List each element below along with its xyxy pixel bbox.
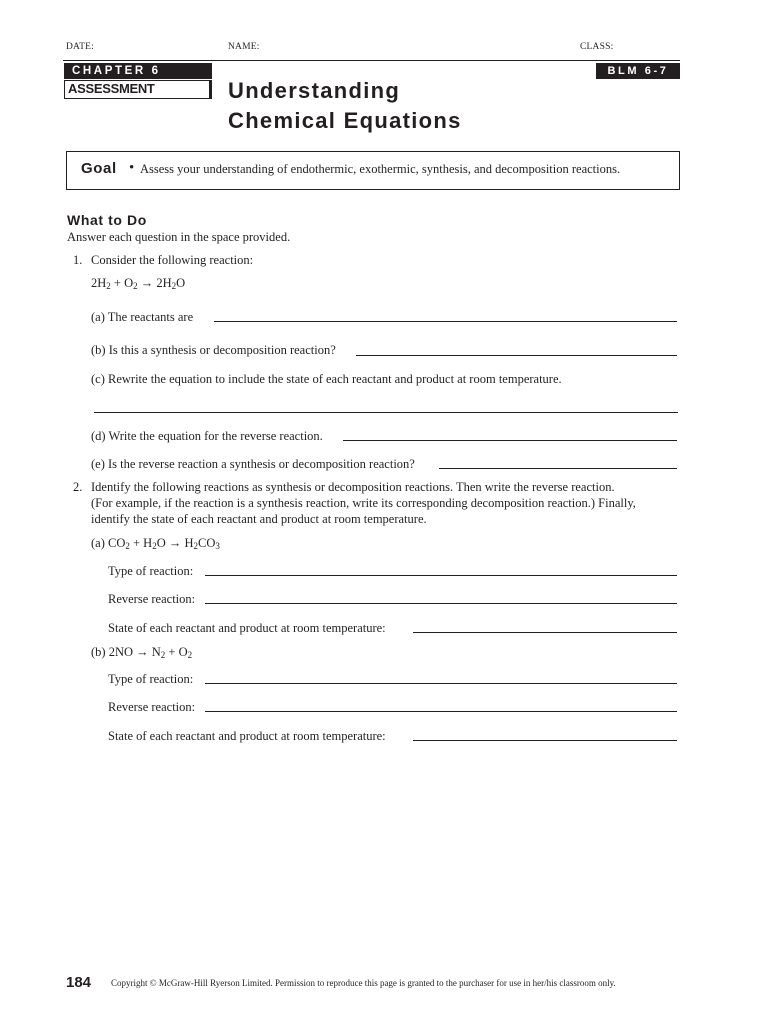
header-rule — [63, 60, 680, 61]
title-line-2: Chemical Equations — [228, 108, 462, 133]
q2a-state-label: State of each reactant and product at room temperature: — [108, 621, 386, 635]
q1c-label: (c) Rewrite the equation to include the state of each reactant and product at room temperature. — [91, 372, 562, 386]
section-heading: What to Do — [67, 212, 147, 228]
q2b-type-label: Type of reaction: — [108, 672, 194, 686]
q1e-label: (e) Is the reverse reaction a synthesis or decomposition reaction? — [91, 457, 415, 471]
q2a-type-label: Type of reaction: — [108, 564, 194, 578]
q1e-answer-line[interactable] — [439, 468, 677, 469]
page-number: 184 — [66, 974, 92, 991]
class-label: CLASS: — [580, 42, 614, 52]
q1c-answer-line[interactable] — [94, 412, 678, 413]
q1-number: 1. — [73, 253, 83, 267]
q2a-state-line[interactable] — [413, 632, 677, 633]
date-label: DATE: — [66, 42, 94, 52]
goal-box — [66, 151, 680, 190]
q1a-answer-line[interactable] — [214, 321, 677, 322]
q1-prompt: Consider the following reaction: — [91, 253, 254, 267]
q1d-label: (d) Write the equation for the reverse reaction. — [91, 429, 323, 443]
q1b-answer-line[interactable] — [356, 355, 677, 356]
q2b-state-line[interactable] — [413, 740, 677, 741]
q2a-reverse-label: Reverse reaction: — [108, 592, 196, 606]
goal-bullet: • — [129, 160, 135, 176]
assessment-badge: ASSESSMENT — [64, 80, 212, 99]
q2b-type-line[interactable] — [205, 683, 677, 684]
copyright-text: Copyright © McGraw-Hill Ryerson Limited. Permission to reproduce this page is granted to the purchaser for use in her/his classroom only. — [111, 978, 616, 988]
q1d-answer-line[interactable] — [343, 440, 677, 441]
instruction-text: Answer each question in the space provided. — [67, 230, 291, 244]
goal-text: Assess your understanding of endothermic, exothermic, synthesis, and decomposition reactions. — [140, 162, 621, 176]
q2-prompt-line-1: Identify the following reactions as synthesis or decomposition reactions. Then write the reverse reaction. — [91, 480, 615, 494]
q2a-reverse-line[interactable] — [205, 603, 677, 604]
q2b-reverse-label: Reverse reaction: — [108, 700, 196, 714]
q2-prompt-line-3: identify the state of each reactant and product at room temperature. — [91, 512, 427, 526]
goal-label: Goal — [81, 160, 117, 177]
q1a-label: (a) The reactants are — [91, 310, 194, 324]
title-line-1: Understanding — [228, 78, 401, 103]
q2b-state-label: State of each reactant and product at room temperature: — [108, 729, 386, 743]
chapter-badge: CHAPTER 6 — [64, 63, 212, 79]
q1-equation: $2H_2 + O_2 \to 2H_2O$ — [91, 276, 186, 291]
q2a-type-line[interactable] — [205, 575, 677, 576]
q2b-reverse-line[interactable] — [205, 711, 677, 712]
q2-number: 2. — [73, 480, 83, 494]
q2-prompt-line-2: (For example, if the reaction is a synthesis reaction, write its corresponding decomposition reaction.) Finally, — [91, 496, 636, 510]
q1b-label: (b) Is this a synthesis or decomposition reaction? — [91, 343, 336, 357]
q2a-equation: (a) $CO_2 + H_2O \to H_2CO_3$ — [91, 536, 220, 551]
name-label: NAME: — [228, 42, 260, 52]
blm-badge: BLM 6-7 — [596, 63, 680, 79]
page-title — [228, 76, 462, 136]
q2b-equation: (b) $2NO \to N_2 + O_2$ — [91, 645, 193, 660]
